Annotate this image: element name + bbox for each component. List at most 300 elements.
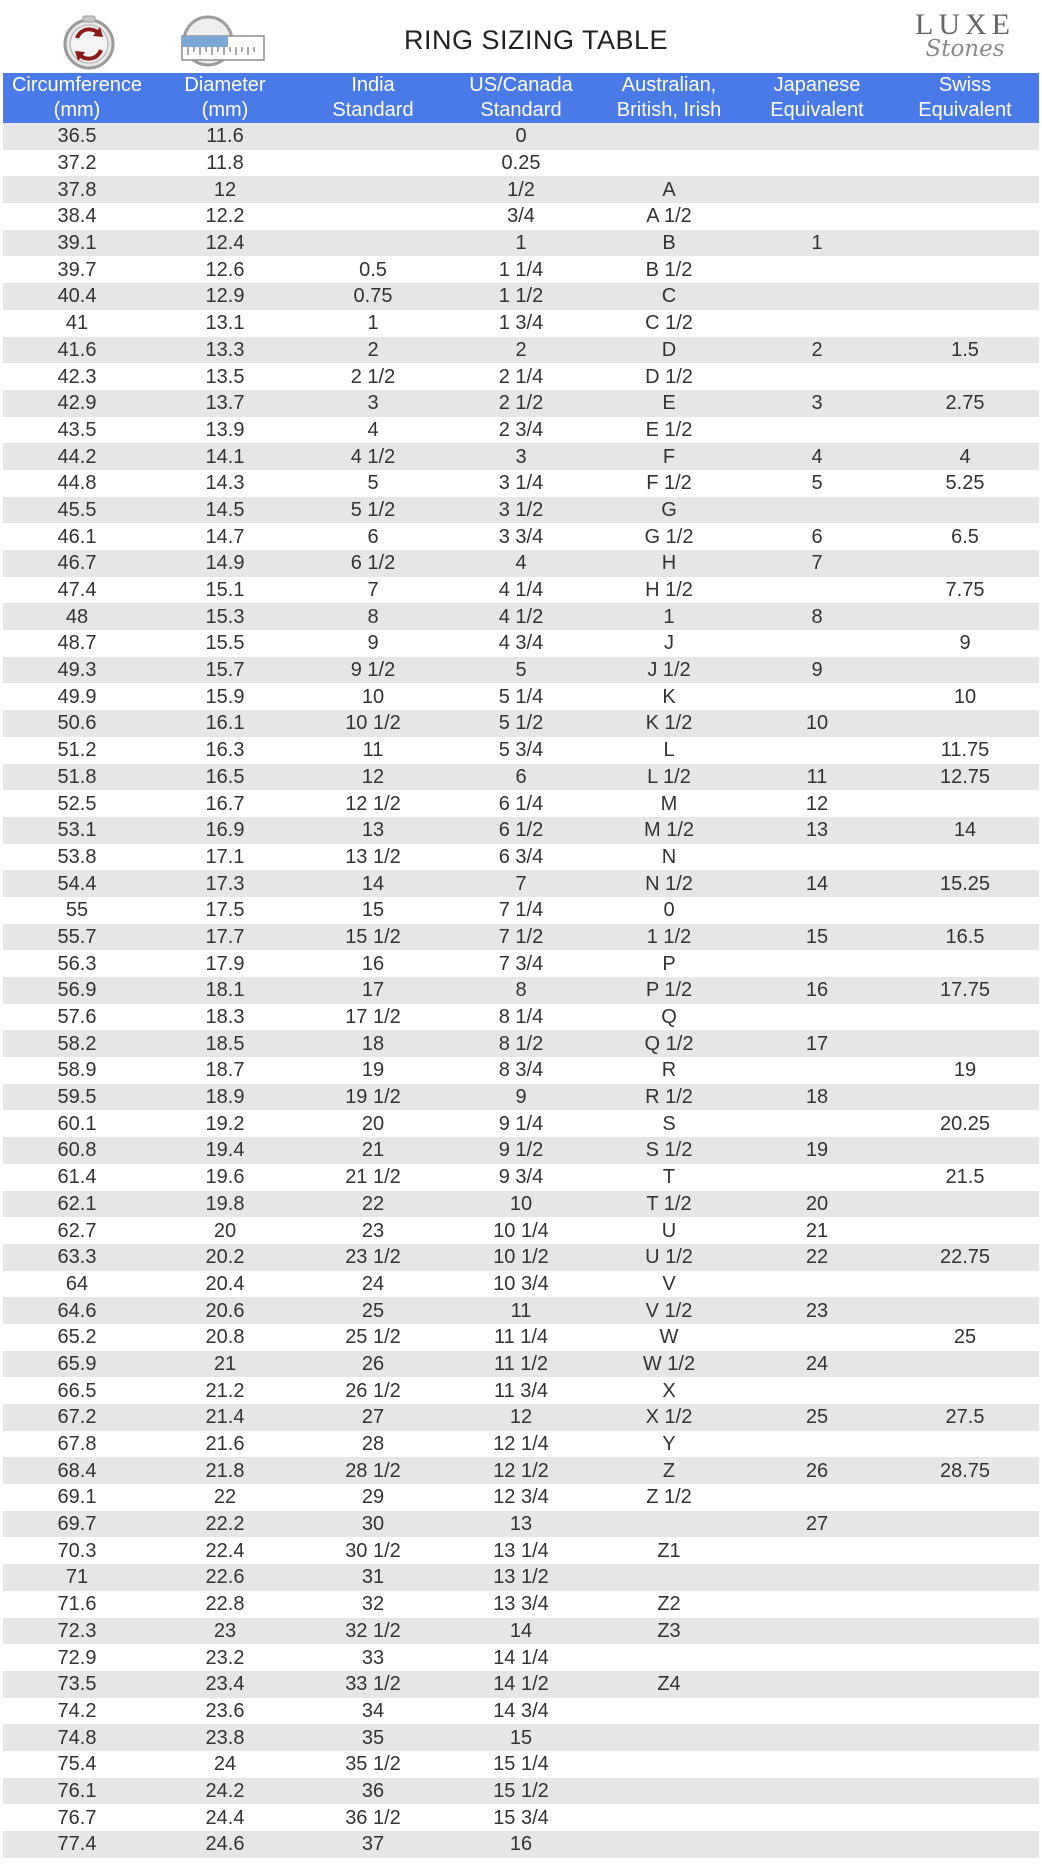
cell-au-uk-ie: Z3: [595, 1618, 743, 1645]
table-row: [3, 337, 1039, 364]
column-header-line1: Japanese: [773, 74, 861, 96]
cell-au-uk-ie: F 1/2: [595, 470, 743, 497]
cell-japanese: [743, 310, 891, 337]
table-row: [3, 1244, 1039, 1271]
table-row: [3, 1110, 1039, 1137]
cell-au-uk-ie: J 1/2: [595, 657, 743, 684]
cell-swiss: [891, 1618, 1039, 1645]
cell-diameter: 12.6: [151, 256, 299, 283]
column-header-line2: Equivalent: [770, 99, 864, 121]
cell-swiss: [891, 497, 1039, 524]
cell-au-uk-ie: U 1/2: [595, 1244, 743, 1271]
table-row: [3, 844, 1039, 871]
column-header-line1: Diameter: [184, 74, 266, 96]
cell-japanese: [743, 1724, 891, 1751]
cell-us-canada: 8 1/4: [447, 1004, 595, 1031]
cell-diameter: 21.2: [151, 1377, 299, 1404]
cell-us-canada: 6: [447, 764, 595, 791]
cell-india: 5: [299, 470, 447, 497]
cell-us-canada: 6 1/4: [447, 790, 595, 817]
cell-diameter: 22.2: [151, 1511, 299, 1538]
cell-diameter: 12.4: [151, 230, 299, 257]
column-header-india: [299, 73, 447, 123]
table-row: [3, 390, 1039, 417]
cell-au-uk-ie: P: [595, 950, 743, 977]
cell-india: 32: [299, 1591, 447, 1618]
table-row: [3, 764, 1039, 791]
cell-japanese: [743, 417, 891, 444]
cell-circumference: 41.6: [3, 337, 151, 364]
cell-swiss: 14: [891, 817, 1039, 844]
cell-swiss: [891, 603, 1039, 630]
cell-circumference: 67.2: [3, 1404, 151, 1431]
cell-swiss: 11.75: [891, 737, 1039, 764]
table-row: [3, 1030, 1039, 1057]
cell-swiss: [891, 230, 1039, 257]
column-header-line2: Standard: [480, 99, 562, 121]
cell-swiss: 15.25: [891, 870, 1039, 897]
cell-us-canada: 3 3/4: [447, 523, 595, 550]
cell-au-uk-ie: Z 1/2: [595, 1484, 743, 1511]
cell-swiss: [891, 256, 1039, 283]
cell-diameter: 16.7: [151, 790, 299, 817]
cell-diameter: 14.5: [151, 497, 299, 524]
column-header-line1: US/Canada: [469, 74, 573, 96]
table-row: [3, 603, 1039, 630]
cell-circumference: 57.6: [3, 1004, 151, 1031]
cell-india: 7: [299, 577, 447, 604]
column-header-diameter: [151, 73, 299, 123]
column-header-japanese: [743, 73, 891, 123]
cell-india: 35: [299, 1724, 447, 1751]
table-row: [3, 1671, 1039, 1698]
cell-diameter: 15.5: [151, 630, 299, 657]
table-row: [3, 1804, 1039, 1831]
cell-diameter: 15.1: [151, 577, 299, 604]
cell-au-uk-ie: Q: [595, 1004, 743, 1031]
cell-diameter: 19.6: [151, 1164, 299, 1191]
cell-swiss: [891, 844, 1039, 871]
cell-india: [299, 123, 447, 150]
cell-diameter: 15.3: [151, 603, 299, 630]
cell-us-canada: 6 3/4: [447, 844, 595, 871]
cell-us-canada: 8: [447, 977, 595, 1004]
cell-circumference: 58.9: [3, 1057, 151, 1084]
cell-circumference: 42.9: [3, 390, 151, 417]
table-row: [3, 1698, 1039, 1725]
cell-japanese: [743, 256, 891, 283]
cell-circumference: 51.8: [3, 764, 151, 791]
cell-diameter: 20.8: [151, 1324, 299, 1351]
cell-swiss: [891, 176, 1039, 203]
cell-us-canada: 14 1/4: [447, 1644, 595, 1671]
column-header-line1: Australian,: [621, 74, 717, 96]
cell-swiss: [891, 203, 1039, 230]
cell-japanese: [743, 1591, 891, 1618]
cell-circumference: 64: [3, 1271, 151, 1298]
table-row: [3, 1751, 1039, 1778]
cell-india: 18: [299, 1030, 447, 1057]
cell-us-canada: 10: [447, 1191, 595, 1218]
cell-india: 23: [299, 1217, 447, 1244]
cell-swiss: 22.75: [891, 1244, 1039, 1271]
cell-india: 23 1/2: [299, 1244, 447, 1271]
cell-swiss: 4: [891, 443, 1039, 470]
cell-japanese: [743, 577, 891, 604]
cell-swiss: [891, 1297, 1039, 1324]
column-header-line2: Standard: [332, 99, 414, 121]
cell-swiss: 20.25: [891, 1110, 1039, 1137]
cell-us-canada: 4 1/4: [447, 577, 595, 604]
column-header-line2: Equivalent: [918, 99, 1012, 121]
cell-india: 25: [299, 1297, 447, 1324]
table-row: [3, 256, 1039, 283]
cell-us-canada: 9 1/2: [447, 1137, 595, 1164]
cell-india: 15 1/2: [299, 924, 447, 951]
cell-diameter: 18.3: [151, 1004, 299, 1031]
table-row: [3, 1217, 1039, 1244]
cell-japanese: [743, 150, 891, 177]
cell-circumference: 45.5: [3, 497, 151, 524]
cell-circumference: 55: [3, 897, 151, 924]
cell-india: 4: [299, 417, 447, 444]
cell-us-canada: 4: [447, 550, 595, 577]
cell-au-uk-ie: J: [595, 630, 743, 657]
cell-us-canada: 1: [447, 230, 595, 257]
cell-diameter: 13.7: [151, 390, 299, 417]
cell-india: 17: [299, 977, 447, 1004]
cell-swiss: [891, 550, 1039, 577]
cell-india: 3: [299, 390, 447, 417]
cell-swiss: 21.5: [891, 1164, 1039, 1191]
cell-circumference: 48: [3, 603, 151, 630]
cell-us-canada: 2 3/4: [447, 417, 595, 444]
table-row: [3, 523, 1039, 550]
cell-india: 27: [299, 1404, 447, 1431]
table-row: [3, 817, 1039, 844]
cell-circumference: 44.2: [3, 443, 151, 470]
table-row: [3, 550, 1039, 577]
cell-india: 21 1/2: [299, 1164, 447, 1191]
table-row: [3, 1591, 1039, 1618]
cell-us-canada: 13 1/2: [447, 1564, 595, 1591]
cell-diameter: 17.9: [151, 950, 299, 977]
column-header-line2: (mm): [201, 99, 249, 121]
cell-us-canada: 14 3/4: [447, 1698, 595, 1725]
header-row: [3, 73, 1039, 123]
cell-us-canada: 13: [447, 1511, 595, 1538]
table-row: [3, 1404, 1039, 1431]
table-row: [3, 1778, 1039, 1805]
cell-japanese: [743, 1618, 891, 1645]
cell-japanese: [743, 630, 891, 657]
cell-swiss: [891, 790, 1039, 817]
cell-us-canada: 3 1/2: [447, 497, 595, 524]
cell-japanese: [743, 1057, 891, 1084]
cell-circumference: 62.1: [3, 1191, 151, 1218]
cell-japanese: [743, 1484, 891, 1511]
cell-japanese: 11: [743, 764, 891, 791]
cell-japanese: [743, 1377, 891, 1404]
cell-us-canada: 12: [447, 1404, 595, 1431]
cell-swiss: [891, 363, 1039, 390]
table-row: [3, 1511, 1039, 1538]
cell-us-canada: 16: [447, 1831, 595, 1858]
cell-au-uk-ie: 1 1/2: [595, 924, 743, 951]
cell-au-uk-ie: E: [595, 390, 743, 417]
table-row: [3, 1618, 1039, 1645]
cell-au-uk-ie: [595, 1511, 743, 1538]
cell-diameter: 20.6: [151, 1297, 299, 1324]
cell-india: 24: [299, 1271, 447, 1298]
cell-diameter: 23.2: [151, 1644, 299, 1671]
cell-japanese: 7: [743, 550, 891, 577]
table-row: [3, 1644, 1039, 1671]
cell-swiss: [891, 1751, 1039, 1778]
cell-swiss: [891, 1271, 1039, 1298]
cell-au-uk-ie: B: [595, 230, 743, 257]
cell-circumference: 42.3: [3, 363, 151, 390]
cell-swiss: 2.75: [891, 390, 1039, 417]
cell-japanese: 19: [743, 1137, 891, 1164]
cell-japanese: [743, 363, 891, 390]
cell-au-uk-ie: C: [595, 283, 743, 310]
cell-swiss: [891, 897, 1039, 924]
table-row: [3, 1084, 1039, 1111]
cell-circumference: 37.8: [3, 176, 151, 203]
logo-wordmark: LUXE: [915, 8, 1015, 41]
cell-japanese: [743, 1751, 891, 1778]
cell-japanese: 22: [743, 1244, 891, 1271]
cell-japanese: 16: [743, 977, 891, 1004]
cell-swiss: 7.75: [891, 577, 1039, 604]
cell-swiss: [891, 1698, 1039, 1725]
cell-au-uk-ie: [595, 123, 743, 150]
cell-au-uk-ie: M: [595, 790, 743, 817]
cell-us-canada: 2: [447, 337, 595, 364]
cell-circumference: 72.9: [3, 1644, 151, 1671]
cell-swiss: [891, 1724, 1039, 1751]
cell-swiss: [891, 123, 1039, 150]
cell-japanese: [743, 1164, 891, 1191]
table-row: [3, 1271, 1039, 1298]
cell-au-uk-ie: Q 1/2: [595, 1030, 743, 1057]
cell-japanese: [743, 683, 891, 710]
table-row: [3, 710, 1039, 737]
cell-india: 2: [299, 337, 447, 364]
cell-diameter: 17.7: [151, 924, 299, 951]
table-row: [3, 1537, 1039, 1564]
cell-swiss: [891, 1004, 1039, 1031]
cell-india: 5 1/2: [299, 497, 447, 524]
cell-diameter: 21.4: [151, 1404, 299, 1431]
cell-us-canada: 1 1/2: [447, 283, 595, 310]
cell-india: 1: [299, 310, 447, 337]
cell-swiss: 6.5: [891, 523, 1039, 550]
table-row: [3, 1724, 1039, 1751]
cell-diameter: 14.1: [151, 443, 299, 470]
cell-circumference: 72.3: [3, 1618, 151, 1645]
cell-circumference: 39.7: [3, 256, 151, 283]
cell-india: 14: [299, 870, 447, 897]
cell-circumference: 77.4: [3, 1831, 151, 1858]
cell-us-canada: 4 3/4: [447, 630, 595, 657]
cell-diameter: 15.9: [151, 683, 299, 710]
cell-us-canada: 11 1/2: [447, 1351, 595, 1378]
cell-us-canada: 11 1/4: [447, 1324, 595, 1351]
cell-us-canada: 10 1/2: [447, 1244, 595, 1271]
cell-au-uk-ie: R 1/2: [595, 1084, 743, 1111]
cell-japanese: 12: [743, 790, 891, 817]
cell-au-uk-ie: T 1/2: [595, 1191, 743, 1218]
cell-india: 10: [299, 683, 447, 710]
cell-diameter: 23.6: [151, 1698, 299, 1725]
table-row: [3, 924, 1039, 951]
cell-us-canada: 5 3/4: [447, 737, 595, 764]
cell-diameter: 20.4: [151, 1271, 299, 1298]
cell-us-canada: 15 1/2: [447, 1778, 595, 1805]
cell-au-uk-ie: E 1/2: [595, 417, 743, 444]
cell-india: 32 1/2: [299, 1618, 447, 1645]
column-header-circumference: [3, 73, 151, 123]
cell-japanese: 3: [743, 390, 891, 417]
cell-au-uk-ie: [595, 1698, 743, 1725]
cell-circumference: 38.4: [3, 203, 151, 230]
cell-au-uk-ie: [595, 1644, 743, 1671]
cell-japanese: [743, 1110, 891, 1137]
cell-us-canada: 2 1/2: [447, 390, 595, 417]
cell-diameter: 17.1: [151, 844, 299, 871]
cell-swiss: [891, 1591, 1039, 1618]
table-row: [3, 657, 1039, 684]
cell-japanese: 5: [743, 470, 891, 497]
cell-india: 26: [299, 1351, 447, 1378]
cell-japanese: [743, 123, 891, 150]
table-row: [3, 1484, 1039, 1511]
table-row: [3, 123, 1039, 150]
cell-japanese: [743, 1644, 891, 1671]
cell-india: 2 1/2: [299, 363, 447, 390]
cell-japanese: [743, 1671, 891, 1698]
cell-us-canada: 7 1/2: [447, 924, 595, 951]
cell-us-canada: 15 3/4: [447, 1804, 595, 1831]
cell-india: 0.5: [299, 256, 447, 283]
column-header-line1: Circumference: [11, 74, 143, 96]
cell-circumference: 46.1: [3, 523, 151, 550]
cell-india: 34: [299, 1698, 447, 1725]
cell-us-canada: 3/4: [447, 203, 595, 230]
cell-us-canada: 14: [447, 1618, 595, 1645]
cell-swiss: [891, 1351, 1039, 1378]
cell-japanese: 15: [743, 924, 891, 951]
cell-au-uk-ie: K: [595, 683, 743, 710]
cell-circumference: 49.3: [3, 657, 151, 684]
cell-diameter: 18.7: [151, 1057, 299, 1084]
cell-india: 16: [299, 950, 447, 977]
cell-india: 20: [299, 1110, 447, 1137]
cell-us-canada: 10 3/4: [447, 1271, 595, 1298]
cell-us-canada: 13 3/4: [447, 1591, 595, 1618]
cell-diameter: 12.9: [151, 283, 299, 310]
cell-circumference: 52.5: [3, 790, 151, 817]
cell-circumference: 56.3: [3, 950, 151, 977]
cell-circumference: 69.7: [3, 1511, 151, 1538]
cell-au-uk-ie: U: [595, 1217, 743, 1244]
cell-india: 28: [299, 1431, 447, 1458]
cell-swiss: 1.5: [891, 337, 1039, 364]
cell-diameter: 24.2: [151, 1778, 299, 1805]
cell-circumference: 36.5: [3, 123, 151, 150]
cell-circumference: 40.4: [3, 283, 151, 310]
cell-india: 30 1/2: [299, 1537, 447, 1564]
cell-circumference: 56.9: [3, 977, 151, 1004]
cell-diameter: 12.2: [151, 203, 299, 230]
column-header-line2: British, Irish: [616, 99, 722, 121]
cell-diameter: 16.3: [151, 737, 299, 764]
table-row: [3, 1377, 1039, 1404]
table-row: [3, 1004, 1039, 1031]
cell-us-canada: 0: [447, 123, 595, 150]
cell-circumference: 65.9: [3, 1351, 151, 1378]
table-row: [3, 150, 1039, 177]
cell-diameter: 16.9: [151, 817, 299, 844]
cell-au-uk-ie: [595, 150, 743, 177]
cell-swiss: [891, 1804, 1039, 1831]
cell-swiss: 25: [891, 1324, 1039, 1351]
ring-size-table: [3, 73, 1039, 1858]
cell-india: 19: [299, 1057, 447, 1084]
cell-diameter: 11.6: [151, 123, 299, 150]
cell-circumference: 68.4: [3, 1457, 151, 1484]
table-body: [3, 123, 1039, 1858]
cell-japanese: 18: [743, 1084, 891, 1111]
table-row: [3, 443, 1039, 470]
cell-us-canada: 6 1/2: [447, 817, 595, 844]
cell-india: 11: [299, 737, 447, 764]
cell-us-canada: 7 1/4: [447, 897, 595, 924]
cell-japanese: 8: [743, 603, 891, 630]
cell-au-uk-ie: M 1/2: [595, 817, 743, 844]
table-row: [3, 630, 1039, 657]
cell-circumference: 60.1: [3, 1110, 151, 1137]
table-row: [3, 1164, 1039, 1191]
cell-japanese: 25: [743, 1404, 891, 1431]
cell-diameter: 19.8: [151, 1191, 299, 1218]
cell-circumference: 55.7: [3, 924, 151, 951]
table-row: [3, 203, 1039, 230]
cell-circumference: 71: [3, 1564, 151, 1591]
column-header-line1: Swiss: [938, 74, 992, 96]
cell-swiss: [891, 657, 1039, 684]
cell-diameter: 22.4: [151, 1537, 299, 1564]
cell-circumference: 76.7: [3, 1804, 151, 1831]
cell-circumference: 39.1: [3, 230, 151, 257]
cell-swiss: [891, 1377, 1039, 1404]
cell-diameter: 18.5: [151, 1030, 299, 1057]
cell-us-canada: 7: [447, 870, 595, 897]
cell-japanese: [743, 1698, 891, 1725]
cell-india: 21: [299, 1137, 447, 1164]
cell-india: 13: [299, 817, 447, 844]
cell-india: 17 1/2: [299, 1004, 447, 1031]
cell-japanese: [743, 1324, 891, 1351]
cell-india: 13 1/2: [299, 844, 447, 871]
cell-us-canada: 9: [447, 1084, 595, 1111]
cell-swiss: [891, 710, 1039, 737]
cell-diameter: 21.8: [151, 1457, 299, 1484]
cell-diameter: 16.5: [151, 764, 299, 791]
cell-india: 9 1/2: [299, 657, 447, 684]
